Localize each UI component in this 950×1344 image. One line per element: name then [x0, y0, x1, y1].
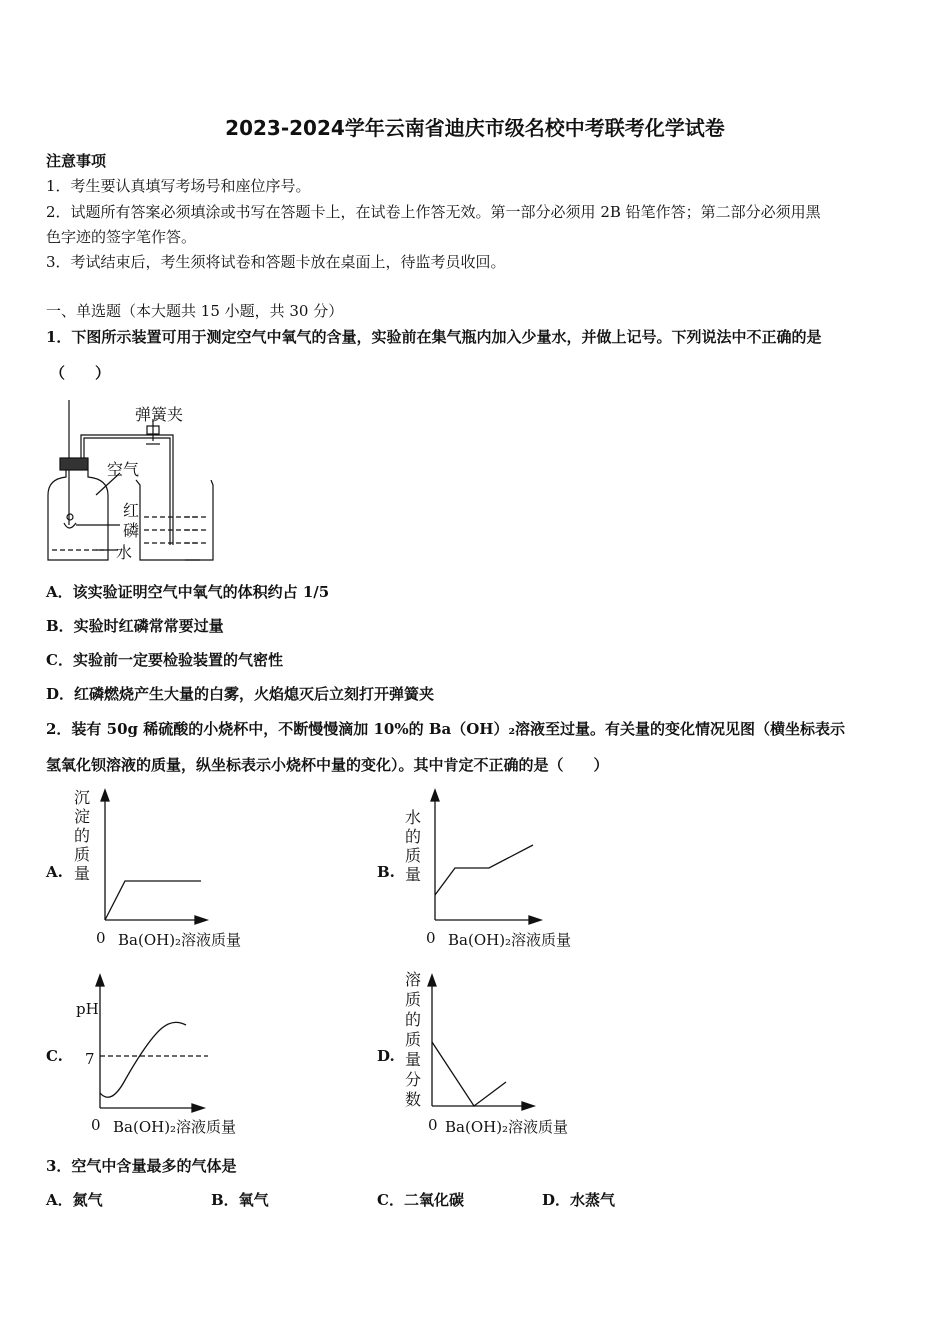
q2-graph-b-curve: [435, 845, 533, 895]
page-title: 2023-2024学年云南省迪庆市级名校中考联考化学试卷: [225, 116, 725, 140]
q2-graph-d-plot: [422, 970, 547, 1115]
q3-option-a: A．氮气: [46, 1191, 103, 1209]
q1-option-c: C．实验前一定要检验装置的气密性: [46, 651, 283, 669]
q1-label-air: 空气: [107, 460, 140, 479]
q2-stem: 2．装有 50g 稀硫酸的小烧杯中，不断慢慢滴加 10%的 Ba（OH）₂溶液至过量。有关量的变化情况见图（横坐标表示: [46, 720, 846, 738]
q3-option-d: D．水蒸气: [542, 1191, 616, 1209]
q2-graph-c-ylabel: pH: [76, 1000, 99, 1018]
notice-heading: 注意事项: [46, 152, 107, 170]
q2-graph-d-xlabel: Ba(OH)₂溶液质量: [445, 1118, 569, 1136]
notice-item: 3．考试结束后，考生须将试卷和答题卡放在桌面上，待监考员收回。: [46, 253, 506, 271]
q1-label-water: 水: [116, 543, 133, 562]
q2-graph-c-ref-label: 7: [85, 1050, 95, 1068]
q2-graph-a-plot: [95, 785, 215, 925]
q1-stem-bracket: （ ）: [50, 364, 111, 382]
q2-graph-a-letter: A.: [46, 863, 63, 881]
q2-graph-c-xlabel: Ba(OH)₂溶液质量: [113, 1118, 237, 1136]
q2-graph-c-curve: [100, 1022, 186, 1097]
notice-item: 2．试题所有答案必须填涂或书写在答题卡上，在试卷上作答无效。第一部分必须用 2B 铅笔作答；第二部分必须用黑: [46, 203, 821, 221]
q2-graph-a-origin: 0: [96, 929, 106, 947]
q2-graph-b-ylabel: 水 的 质 量: [405, 808, 422, 884]
q2-graph-a-curve: [105, 881, 201, 920]
q1-beaker-right-side: [185, 480, 220, 565]
q1-label-phosphorus: 磷: [123, 521, 140, 540]
q2-graph-d-ylabel: 溶 质 的 质 量 分 数: [405, 970, 422, 1109]
q1-option-a: A．该实验证明空气中氧气的体积约占 1/5: [46, 583, 330, 601]
q2-graph-b-origin: 0: [426, 929, 436, 947]
q1-option-b: B．实验时红磷常常要过量: [46, 617, 224, 635]
q2-graph-a-ylabel: 沉 淀 的 质 量: [74, 788, 91, 883]
q3-stem: 3．空气中含量最多的气体是: [46, 1157, 237, 1175]
q1-label-clamp: 弹簧夹: [135, 405, 184, 424]
q2-stem: 氢氧化钡溶液的质量，纵坐标表示小烧杯中量的变化）。其中肯定不正确的是（ ）: [46, 756, 609, 774]
q2-graph-b-letter: B.: [377, 863, 395, 881]
q3-option-c: C．二氧化碳: [377, 1191, 464, 1209]
q1-option-d: D．红磷燃烧产生大量的白雾，火焰熄灭后立刻打开弹簧夹: [46, 685, 435, 703]
q1-label-phosphorus: 红: [123, 501, 140, 520]
q2-graph-c-origin: 0: [91, 1116, 101, 1134]
q2-graph-c-plot: [90, 970, 215, 1115]
q2-graph-d-origin: 0: [428, 1116, 438, 1134]
q2-graph-b-plot: [425, 785, 550, 925]
q2-graph-a-xlabel: Ba(OH)₂溶液质量: [118, 931, 242, 949]
q1-stem: 1．下图所示装置可用于测定空气中氧气的含量，实验前在集气瓶内加入少量水，并做上记号。下列说法中不正确的是: [46, 328, 822, 346]
q2-graph-b-xlabel: Ba(OH)₂溶液质量: [448, 931, 572, 949]
q2-graph-d-curve: [432, 1042, 506, 1106]
notice-item: 色字迹的签字笔作答。: [46, 228, 197, 246]
section-heading: 一、单选题（本大题共 15 小题，共 30 分）: [46, 302, 344, 320]
q2-graph-d-letter: D.: [377, 1047, 395, 1065]
q2-graph-c-letter: C.: [46, 1047, 63, 1065]
notice-item: 1．考生要认真填写考场号和座位序号。: [46, 177, 311, 195]
q3-option-b: B．氧气: [211, 1191, 269, 1209]
